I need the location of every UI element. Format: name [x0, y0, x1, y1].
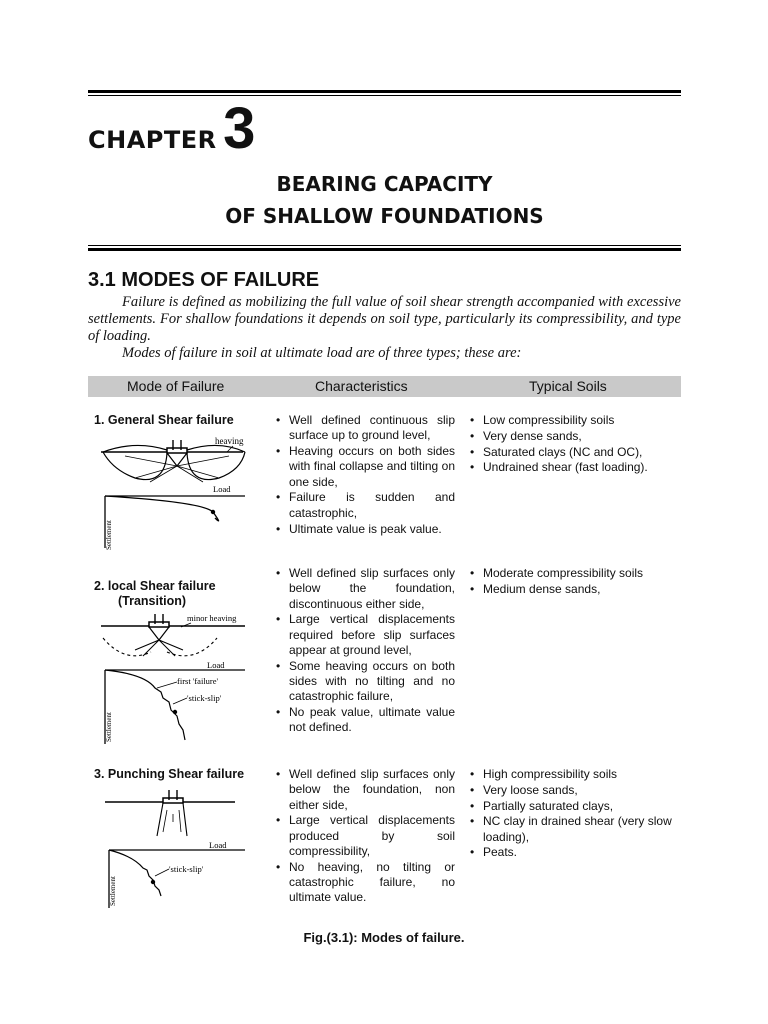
list-item: • Failure is sudden and catastrophic, [273, 490, 455, 521]
intro-text [88, 294, 681, 362]
list-item: • Well defined continuous slip surface up to ground level, [273, 413, 455, 444]
header-soils: Typical Soils [529, 378, 607, 394]
list-item: • Large vertical displacements required before slip surfaces appear at ground level, [273, 612, 455, 658]
list-item: • NC clay in drained shear (very slow loading), [467, 814, 682, 845]
row3-label-load: Load [209, 840, 227, 850]
chapter-word: CHAPTER [88, 126, 217, 154]
list-item: • High compressibility soils [467, 767, 682, 782]
table-header [88, 376, 681, 397]
bottom-rule-thin [88, 245, 681, 246]
row3-label-settlement: Settlement [109, 876, 117, 906]
row2-label-load: Load [207, 660, 225, 670]
list-item: • Low compressibility soils [467, 413, 682, 428]
row2-soils [467, 566, 682, 598]
list-item: • Well defined slip surfaces only below the foundation, discontinuous either side, [273, 566, 455, 612]
row3-label-stick-slip: 'stick-slip' [169, 864, 204, 874]
row3-title: 3. Punching Shear failure [94, 767, 245, 781]
list-item: • No peak value, ultimate value not defined. [273, 705, 455, 736]
row3-soils [467, 767, 682, 861]
list-item: • No heaving, no tilting or catastrophic failure, no ultimate value. [273, 860, 455, 906]
list-item: • Well defined slip surfaces only below the foundation, non either side, [273, 767, 455, 813]
row1-label-settlement: Settlement [105, 520, 113, 550]
list-item: • Very dense sands, [467, 429, 682, 444]
row1-label-load: Load [213, 484, 231, 494]
list-item: • Very loose sands, [467, 783, 682, 798]
row1-title: 1. General Shear failure [94, 413, 234, 427]
row1-soils [467, 413, 682, 476]
list-item: • Saturated clays (NC and OC), [467, 445, 682, 460]
row2-label-stick-slip: 'stick-slip' [187, 693, 222, 703]
row2-characteristics [273, 566, 455, 736]
list-item: • Ultimate value is peak value. [273, 522, 455, 537]
general-shear-figure [95, 430, 255, 550]
intro-paragraph-1: Failure is defined as mobilizing the full value of soil shear strength accompanied with excessive settlements. For shallow foundations it depends on soil type, particularly its compressibility, and type of loading. [88, 294, 681, 344]
list-item: • Moderate compressibility soils [467, 566, 682, 581]
row2-label-first-failure: first 'failure' [177, 676, 219, 686]
row3-characteristics [273, 767, 455, 906]
chapter-number: 3 [223, 96, 256, 161]
chapter-title-line2: OF SHALLOW FOUNDATIONS [225, 204, 544, 228]
list-item: • Medium dense sands, [467, 582, 682, 597]
bottom-rule-thick [88, 248, 681, 251]
row2-label-heaving: minor heaving [187, 613, 237, 623]
local-shear-figure [95, 608, 255, 748]
top-rule-thick [88, 90, 681, 93]
list-item: • Partially saturated clays, [467, 799, 682, 814]
list-item: • Some heaving occurs on both sides with no tilting and no catastrophic failure, [273, 659, 455, 705]
row1-label-heaving: heaving [215, 436, 244, 446]
chapter-title-line1: BEARING CAPACITY [276, 172, 493, 196]
header-mode: Mode of Failure [127, 378, 225, 394]
figure-caption: Fig.(3.1): Modes of failure. [303, 930, 465, 945]
intro-paragraph-2: Modes of failure in soil at ultimate load are of three types; these are: [122, 345, 522, 361]
punching-shear-figure [95, 786, 255, 914]
top-rule-thin [88, 95, 681, 96]
row2-subtitle: (Transition) [118, 594, 187, 608]
list-item: • Large vertical displacements produced by soil compressibility, [273, 813, 455, 859]
row1-characteristics [273, 413, 455, 537]
section-heading: 3.1 MODES OF FAILURE [88, 269, 320, 291]
header-characteristics: Characteristics [315, 378, 408, 394]
chapter-heading [88, 96, 256, 161]
list-item: • Undrained shear (fast loading). [467, 460, 682, 475]
list-item: • Peats. [467, 845, 682, 860]
list-item: • Heaving occurs on both sides with final collapse and tilting on one side, [273, 444, 455, 490]
row2-title: 2. local Shear failure [94, 579, 216, 593]
row2-label-settlement: Settlement [105, 712, 113, 742]
